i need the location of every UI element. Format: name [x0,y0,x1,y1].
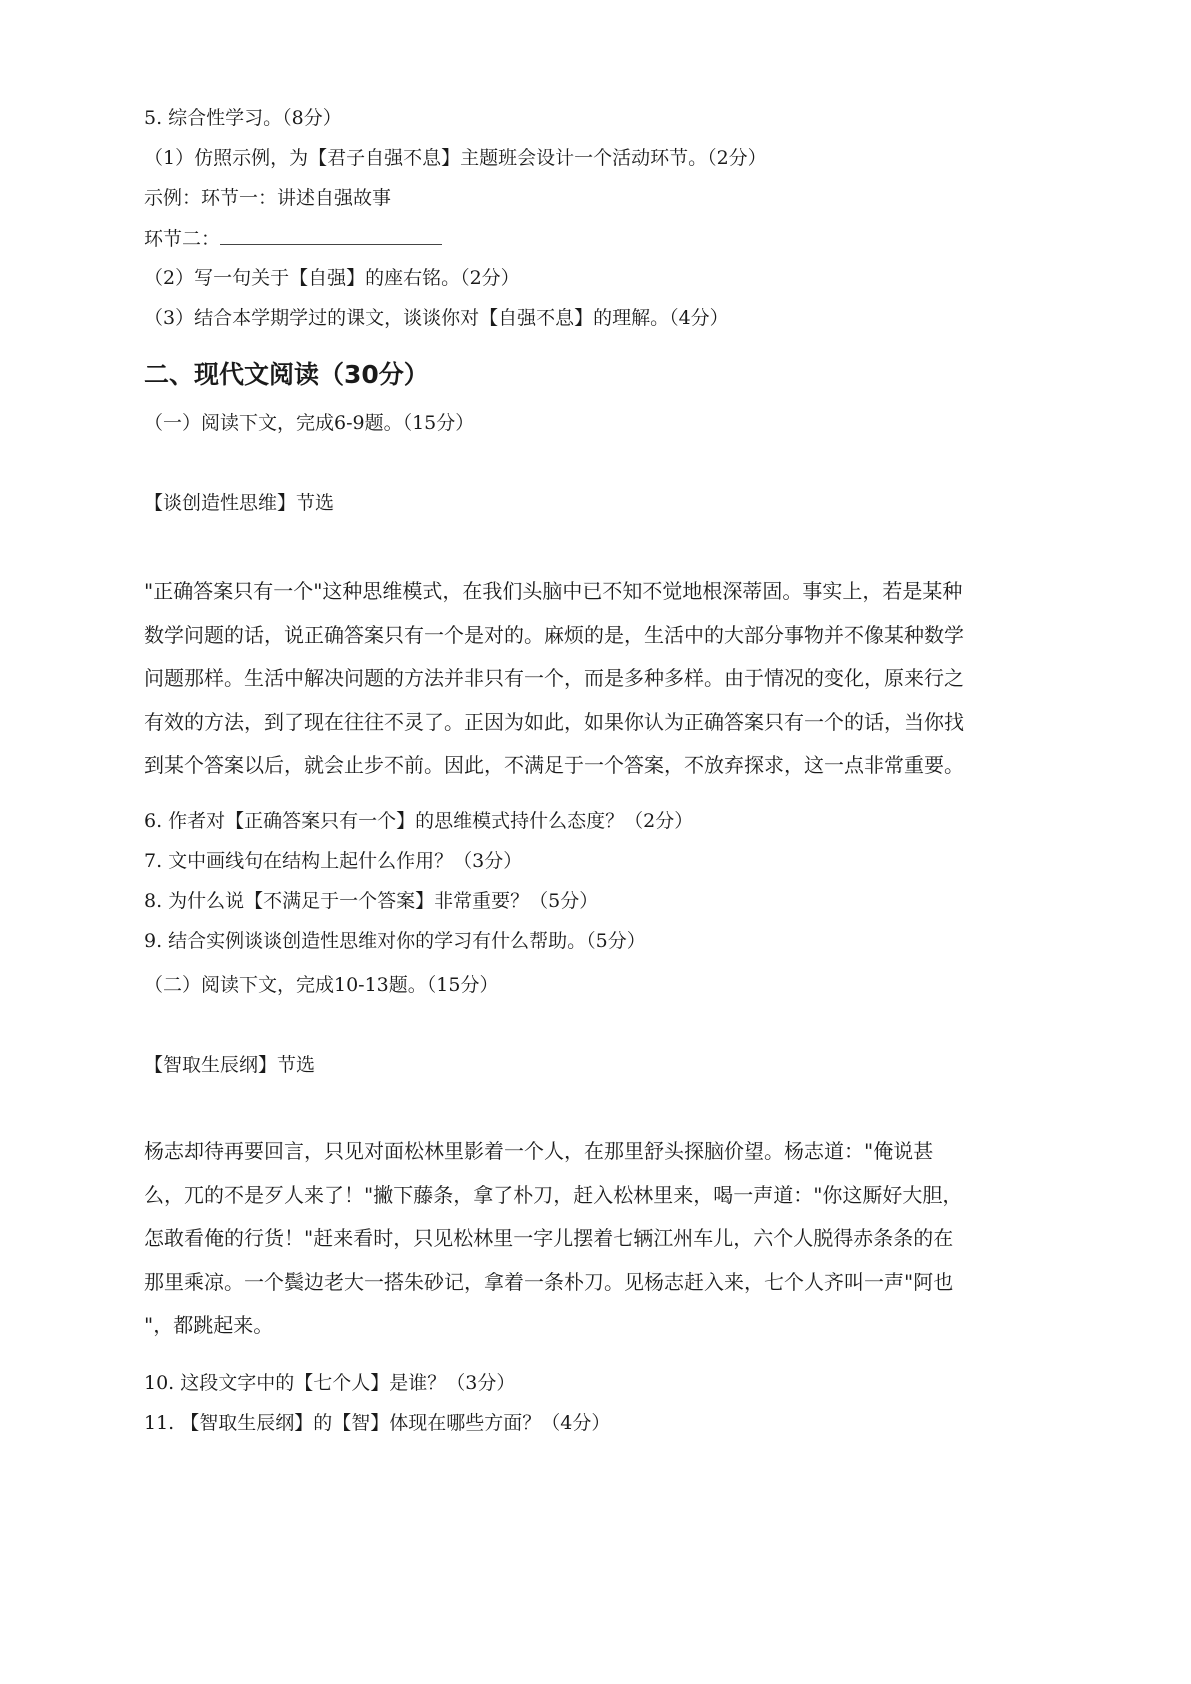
question-7: 7. 文中画线句在结构上起什么作用？（3分） [144,850,523,872]
answer-blank[interactable] [220,226,442,245]
passage-line: "正确答案只有一个"这种思维模式，在我们头脑中已不知不觉地根深蒂固。事实上，若是某种 [144,579,963,603]
passage-line: 么，兀的不是歹人来了！"撇下藤条，拿了朴刀，赶入松林里来，喝一声道："你这厮好大胆， [144,1182,963,1207]
passage-line: 有效的方法，到了现在往往不灵了。正因为如此，如果你认为正确答案只有一个的话，当你找 [144,709,964,734]
question-11: 11. 【智取生辰纲】的【智】体现在哪些方面？（4分） [144,1412,611,1434]
part-1-passage [144,570,1049,788]
question-5-sub1: （1）仿照示例，为【君子自强不息】主题班会设计一个活动环节。（2分） [144,147,767,169]
question-5-title: 5. 综合性学习。（8分） [144,107,342,129]
part-2-passage [144,1130,1049,1348]
part-2-intro: （二）阅读下文，完成10-13题。（15分） [144,974,499,996]
question-5-sub3: （3）结合本学期学过的课文，谈谈你对【自强不息】的理解。（4分） [144,307,729,329]
passage-line: 怎敢看俺的行货！"赶来看时，只见松林里一字儿摆着七辆江州车儿，六个人脱得赤条条的在 [144,1226,954,1250]
question-8: 8. 为什么说【不满足于一个答案】非常重要？（5分） [144,890,599,912]
question-10: 10. 这段文字中的【七个人】是谁？（3分） [144,1372,516,1394]
question-9: 9. 结合实例谈谈创造性思维对你的学习有什么帮助。（5分） [144,930,646,952]
question-5-sub2: （2）写一句关于【自强】的座右铭。（2分） [144,267,520,289]
passage-line: 到某个答案以后，就会止步不前。因此，不满足于一个答案，不放弃探求，这一点非常重要。 [144,753,964,777]
passage-line: 杨志却待再要回言，只见对面松林里影着一个人，在那里舒头探脑价望。杨志道："俺说甚 [144,1139,934,1163]
section-2-heading: 二、现代文阅读（30分） [144,360,429,389]
passage-line: 问题那样。生活中解决问题的方法并非只有一个，而是多种多样。由于情况的变化，原来行之 [144,666,964,690]
part-2-passage-title: 【智取生辰纲】节选 [144,1054,316,1076]
passage-line: "，都跳起来。 [144,1313,274,1337]
passage-line: 那里乘凉。一个鬓边老大一搭朱砂记，拿着一条朴刀。见杨志赶入来，七个人齐叫一声"阿也 [144,1269,954,1294]
part-1-passage-title: 【谈创造性思维】节选 [144,492,335,514]
blank-label: 环节二： [144,228,221,250]
part-1-intro: （一）阅读下文，完成6-9题。（15分） [144,412,475,434]
question-5-blank-line [144,226,442,252]
question-5-example: 示例：环节一：讲述自强故事 [144,187,392,209]
passage-line: 数学问题的话，说正确答案只有一个是对的。麻烦的是，生活中的大部分事物并不像某种数学 [144,622,964,647]
question-6: 6. 作者对【正确答案只有一个】的思维模式持什么态度？（2分） [144,810,694,832]
